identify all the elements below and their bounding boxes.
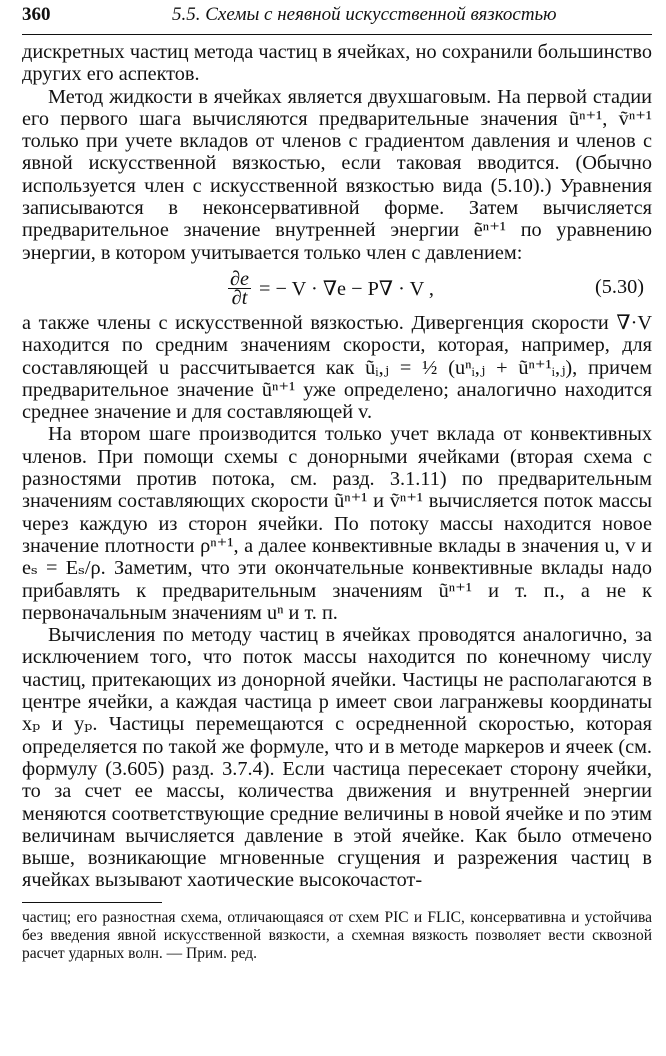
paragraph-4: На втором шаге производится только учет вклада от конвективных членов. При помощи схемы с донорными ячейками (вторая схема с разностями против потока, см. разд. 3.1.11) по предварительным значениям составляющих скорости ũⁿ⁺¹ и ṽⁿ⁺¹ вычисляется поток массы через каждую из сторон ячейки. По потоку массы находится новое значение плотности ρⁿ⁺¹, а далее конвективные вклады в значения u, v и eₛ = Eₛ/ρ. Заметим, что эти окончательные конвективные вклады надо прибавлять к предварительным значениям ũⁿ⁺¹ и т. п., а не к первоначальным значениям uⁿ и т. п. [22, 423, 652, 624]
paragraph-1: дискретных частиц метода частиц в ячейках, но сохранили большинство других его аспектов. [22, 41, 652, 86]
page-number: 360 [22, 4, 51, 25]
equation-5-30 [22, 264, 652, 312]
equation-rhs: = − V · ∇e − P∇ · V , [259, 277, 434, 300]
paragraph-5: Вычисления по методу частиц в ячейках проводятся аналогично, за исключением того, что поток массы находится по конечному числу частиц, притекающих из донорной ячейки. Частицы не располагаются в центре ячейки, а каждая частица p имеет свои лагранжевы координаты xₚ и yₚ. Частицы перемещаются с осредненной скоростью, которая определяется по такой же формуле, что и в методе маркеров и ячеек (см. формулу (3.605) разд. 3.7.4). Если частица пересекает сторону ячейки, то за счет ее массы, количества движения и внутренней энергии меняются соответствующие средние величины в новой ячейке и по этим величинам вычисляется давление в этой ячейке. Как было отмечено выше, возникающие мгновенные сгущения и разрежения частиц в ячейках вызывают хаотические высокочастот- [22, 624, 652, 892]
footnote: частиц; его разностная схема, отличающаяся от схем PIC и FLIC, консервативна и устойчива без введения явной искусственной вязкости, а схемная вязкость позволяет вести сквозной расчет ударных волн. — Прим. ред. [22, 908, 652, 962]
equation-body [228, 267, 434, 309]
running-head: 5.5. Схемы с неявной искусственной вязкостью [172, 4, 557, 25]
equation-numerator: ∂e [230, 267, 250, 290]
equation-number: (5.30) [595, 275, 644, 298]
footnote-rule [22, 902, 162, 903]
equation-denominator: ∂t [231, 286, 248, 309]
page-header [22, 0, 652, 35]
paragraph-2: Метод жидкости в ячейках является двухшаговым. На первой стадии его первого шага вычисляются предварительные значения ũⁿ⁺¹, ṽⁿ⁺¹ только при учете вкладов от членов с градиентом давления и членов с явной искусственной вязкостью, если таковая вводится. (Обычно используется член с искусственной вязкостью вида (5.10).) Уравнения записываются в неконсервативной форме. Затем вычисляется предварительное значение внутренней энергии ẽⁿ⁺¹ по уравнению энергии, в котором учитывается только член с давлением: [22, 85, 652, 264]
body-text [22, 41, 652, 892]
equation-fraction [228, 267, 251, 309]
paragraph-3: а также члены с искусственной вязкостью. Дивергенция скорости ∇·V находится по средним значениям скорости, которая, например, для составляющей u рассчитывается как ũᵢ,ⱼ = ½ (uⁿᵢ,ⱼ + ũⁿ⁺¹ᵢ,ⱼ), причем предварительное значение ũⁿ⁺¹ уже определено; аналогично находится среднее значение и для составляющей v. [22, 311, 652, 424]
